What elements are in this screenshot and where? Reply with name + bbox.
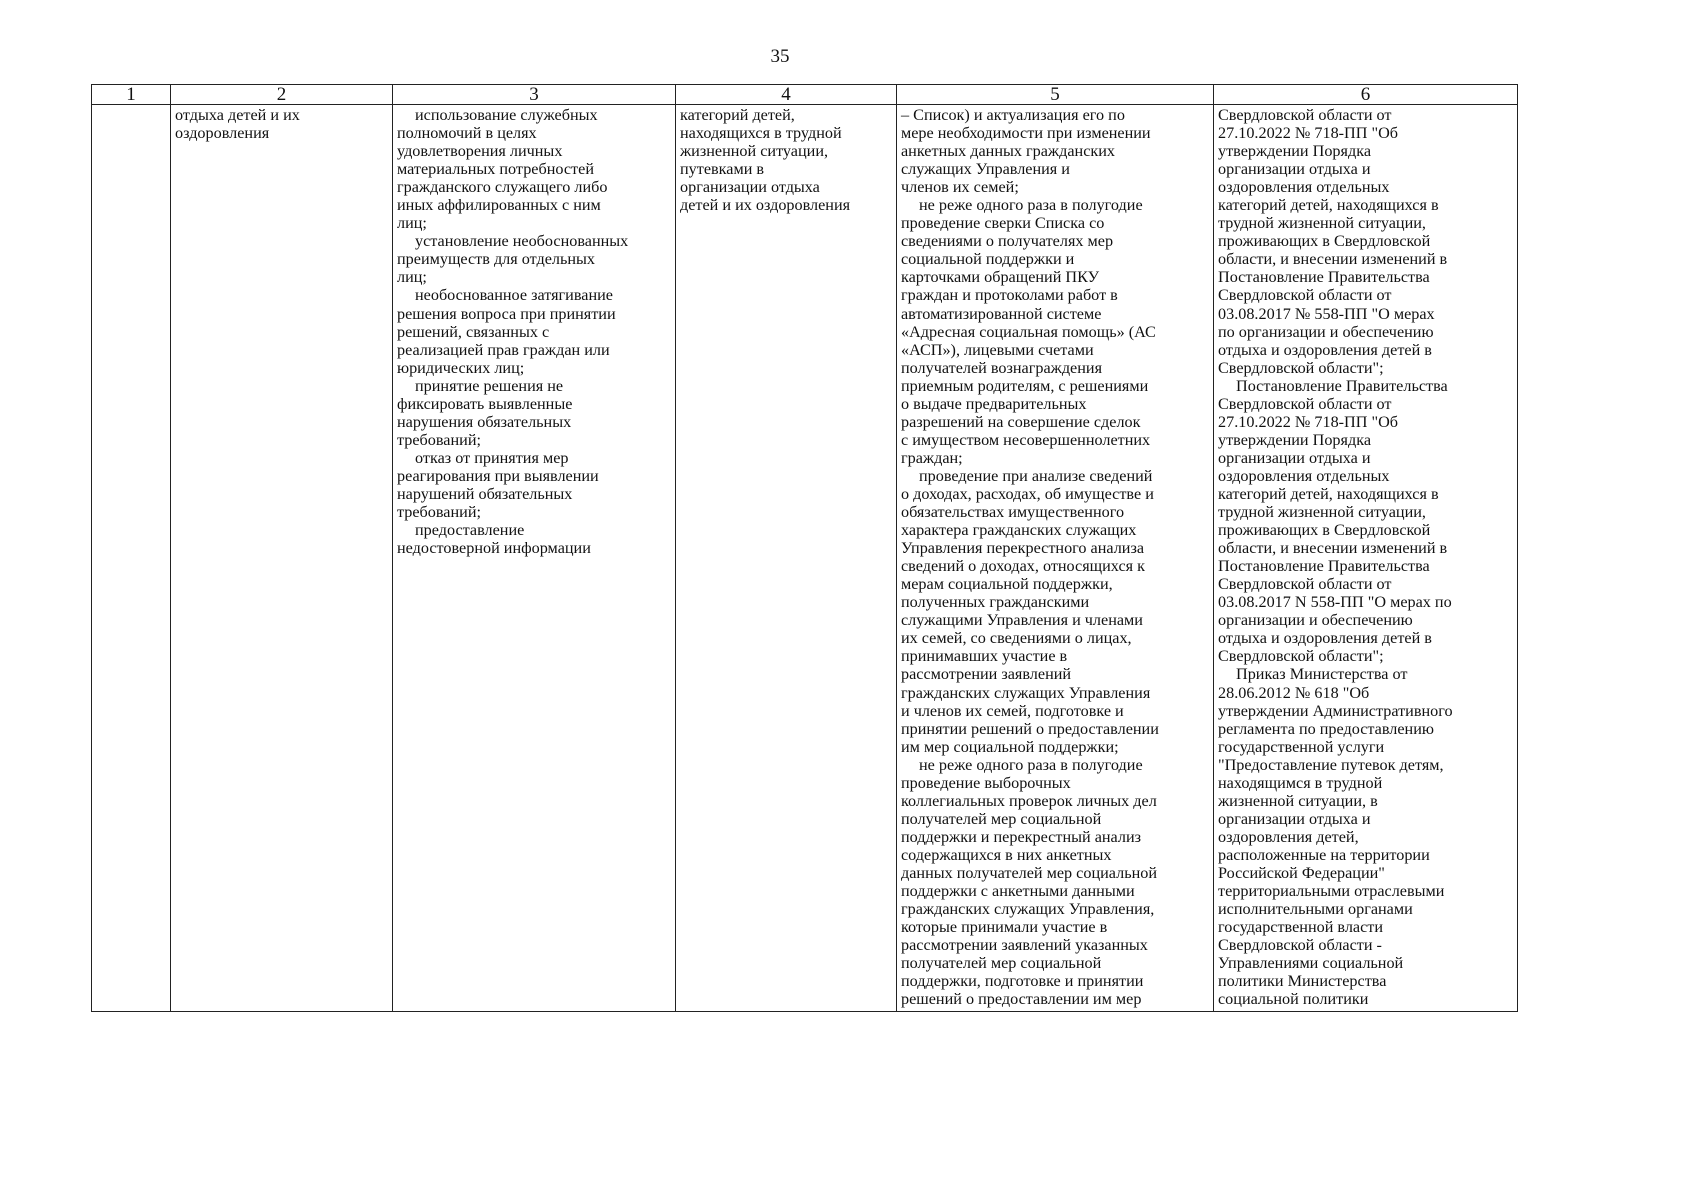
cell-text-line: 27.10.2022 № 718-ПП "Об: [1218, 124, 1399, 143]
cell-text-line: поддержки с анкетными данными: [901, 882, 1135, 901]
cell-text-line: членов их семей;: [901, 178, 1019, 197]
cell-text-line: проведение выборочных: [901, 773, 1071, 792]
cell-text-line: решений, связанных с: [397, 322, 550, 341]
cell-col-6: [1214, 105, 1518, 1012]
cell-text-line: иных аффилированных с ним: [397, 196, 601, 215]
cell-text-line: приемным родителям, с решениями: [901, 376, 1149, 395]
cell-text-line: карточками обращений ПКУ: [901, 268, 1100, 287]
cell-text-line: 03.08.2017 № 558-ПП "О мерах: [1218, 304, 1435, 323]
cell-text-line: находящимся в трудной: [1218, 773, 1383, 792]
cell-text-line: проведение сверки Списка со: [901, 214, 1105, 233]
cell-text-line: утверждении Порядка: [1218, 430, 1371, 449]
cell-col-3: [393, 105, 676, 1012]
cell-text-line: отдыха детей и их: [175, 106, 300, 124]
table-header-row: [92, 85, 1518, 105]
cell-text-line: разрешений на совершение сделок: [901, 412, 1141, 431]
cell-text-line: отказ от принятия мер: [415, 448, 569, 467]
cell-text-line: "Предоставление путевок детям,: [1218, 755, 1444, 774]
cell-text-line: территориальными отраслевыми: [1218, 882, 1445, 901]
cell-text-line: Свердловской области от: [1218, 286, 1392, 305]
cell-text-line: трудной жизненной ситуации,: [1218, 503, 1426, 522]
cell-text-line: служащими Управления и членами: [901, 611, 1143, 630]
cell-text-line: граждан и протоколами работ в: [901, 286, 1118, 305]
cell-text-line: обязательствах имущественного: [901, 503, 1125, 522]
cell-text-line: гражданского служащего либо: [397, 178, 608, 197]
cell-text-line: нарушения обязательных: [397, 412, 572, 431]
cell-text-line: государственной власти: [1218, 918, 1384, 937]
cell-text-line: организации и обеспечению: [1218, 611, 1413, 630]
cell-text-line: рассмотрении заявлений: [901, 665, 1072, 684]
cell-text-line: поддержки и перекрестный анализ: [901, 827, 1141, 846]
cell-text-line: утверждении Административного: [1218, 701, 1453, 720]
column-header-6: 6: [1214, 85, 1518, 105]
cell-text-line: 03.08.2017 N 558-ПП "О мерах по: [1218, 593, 1452, 612]
cell-text-line: детей и их оздоровления: [680, 196, 851, 215]
cell-text-line: им мер социальной поддержки;: [901, 737, 1119, 756]
cell-text-line: предоставление: [415, 521, 525, 540]
cell-text-line: категорий детей, находящихся в: [1218, 196, 1439, 215]
cell-text-line: и членов их семей, подготовке и: [901, 701, 1124, 720]
cell-text-line: проведение при анализе сведений: [919, 466, 1153, 485]
cell-text-line: оздоровления детей,: [1218, 827, 1359, 846]
cell-text-line: оздоровления отдельных: [1218, 178, 1390, 197]
cell-text-line: недостоверной информации: [397, 539, 591, 558]
cell-col-5: [897, 105, 1214, 1012]
cell-text-line: требований;: [397, 430, 481, 449]
cell-text-line: служащих Управления и: [901, 160, 1070, 179]
cell-text-line: граждан;: [901, 448, 963, 467]
cell-text-line: необоснованное затягивание: [415, 286, 613, 305]
cell-text-line: отдыха и оздоровления детей в: [1218, 629, 1432, 648]
cell-text-line: организации отдыха и: [1218, 809, 1371, 828]
column-header-4: 4: [676, 85, 897, 105]
cell-text-line: использование служебных: [415, 106, 598, 124]
cell-text-line: Российской Федерации": [1218, 863, 1385, 882]
cell-text-line: полномочий в целях: [397, 124, 537, 143]
cell-text-line: сведениями о получателях мер: [901, 232, 1114, 251]
cell-text-line: о доходах, расходах, об имуществе и: [901, 484, 1154, 503]
cell-text-line: характера гражданских служащих: [901, 521, 1137, 540]
cell-text-line: категорий детей,: [680, 106, 795, 124]
cell-text-line: преимуществ для отдельных: [397, 250, 596, 269]
cell-text-line: «Адресная социальная помощь» (АС: [901, 322, 1156, 341]
cell-text-line: юридических лиц;: [397, 358, 525, 377]
cell-text-line: реализацией прав граждан или: [397, 340, 610, 359]
column-header-3: 3: [393, 85, 676, 105]
cell-text-line: коллегиальных проверок личных дел: [901, 791, 1157, 810]
cell-col-1: [92, 105, 171, 1012]
cell-text-line: расположенные на территории: [1218, 845, 1430, 864]
cell-text-line: поддержки, подготовке и принятии: [901, 972, 1144, 991]
cell-text-line: получателей мер социальной: [901, 954, 1102, 973]
cell-text-line: не реже одного раза в полугодие: [919, 196, 1143, 215]
cell-text-line: Свердловской области от: [1218, 106, 1392, 124]
cell-text-line: государственной услуги: [1218, 737, 1385, 756]
cell-text-line: «АСП»), лицевыми счетами: [901, 340, 1094, 359]
table-row: [92, 105, 1518, 1012]
cell-text-line: организации отдыха и: [1218, 160, 1371, 179]
cell-text-line: путевками в: [680, 160, 765, 179]
cell-text-line: трудной жизненной ситуации,: [1218, 214, 1426, 233]
cell-text-line: с имуществом несовершеннолетних: [901, 430, 1151, 449]
cell-text-line: области, и внесении изменений в: [1218, 250, 1448, 269]
cell-text-line: содержащихся в них анкетных: [901, 845, 1112, 864]
column-header-1: 1: [92, 85, 171, 105]
cell-text-line: данных получателей мер социальной: [901, 863, 1157, 882]
page-number: 35: [770, 46, 790, 67]
cell-text-line: получателей мер социальной: [901, 809, 1102, 828]
cell-text-line: области, и внесении изменений в: [1218, 539, 1448, 558]
cell-text-line: Свердловской области";: [1218, 647, 1384, 666]
cell-text-line: проживающих в Свердловской: [1218, 521, 1431, 540]
cell-text-line: реагирования при выявлении: [397, 466, 599, 485]
cell-text-line: о выдаче предварительных: [901, 394, 1087, 413]
cell-text-line: находящихся в трудной: [680, 124, 842, 143]
cell-text-line: принимавших участие в: [901, 647, 1068, 666]
cell-text-line: полученных гражданскими: [901, 593, 1090, 612]
cell-text-line: оздоровления отдельных: [1218, 466, 1390, 485]
cell-text-line: которые принимали участие в: [901, 918, 1108, 937]
column-header-5: 5: [897, 85, 1214, 105]
cell-text-line: решения вопроса при принятии: [397, 304, 616, 323]
cell-text-line: гражданских служащих Управления: [901, 683, 1151, 702]
cell-text-line: гражданских служащих Управления,: [901, 900, 1155, 919]
cell-text-line: по организации и обеспечению: [1218, 322, 1434, 341]
cell-text-line: мерам социальной поддержки,: [901, 575, 1113, 594]
cell-text-line: исполнительными органами: [1218, 900, 1413, 919]
cell-text-line: организации отдыха: [680, 178, 820, 197]
cell-text-line: Свердловской области";: [1218, 358, 1384, 377]
cell-text-line: лиц;: [397, 268, 427, 287]
cell-text-line: утверждении Порядка: [1218, 142, 1371, 161]
column-header-2: 2: [171, 85, 393, 105]
cell-text-line: сведений о доходах, относящихся к: [901, 557, 1145, 576]
cell-text-line: Свердловской области от: [1218, 394, 1392, 413]
cell-text-line: анкетных данных гражданских: [901, 142, 1116, 161]
cell-text-line: регламента по предоставлению: [1218, 719, 1434, 738]
cell-text-line: нарушений обязательных: [397, 484, 573, 503]
cell-text-line: получателей вознаграждения: [901, 358, 1103, 377]
cell-text-line: Приказ Министерства от: [1236, 665, 1408, 684]
cell-text-line: Управлениями социальной: [1218, 954, 1404, 973]
cell-text-line: Свердловской области от: [1218, 575, 1392, 594]
cell-text-line: их семей, со сведениями о лицах,: [901, 629, 1132, 648]
cell-text-line: лиц;: [397, 214, 427, 233]
cell-text-line: социальной поддержки и: [901, 250, 1075, 269]
cell-text-line: рассмотрении заявлений указанных: [901, 936, 1148, 955]
cell-text-line: отдыха и оздоровления детей в: [1218, 340, 1432, 359]
cell-text-line: не реже одного раза в полугодие: [919, 755, 1143, 774]
cell-col-2: [171, 105, 393, 1012]
cell-text-line: материальных потребностей: [397, 160, 594, 179]
cell-text-line: категорий детей, находящихся в: [1218, 484, 1439, 503]
cell-text-line: принятие решения не: [415, 376, 564, 395]
cell-text-line: Постановление Правительства: [1218, 557, 1430, 576]
cell-text-line: 28.06.2012 № 618 "Об: [1218, 683, 1370, 702]
cell-text-line: требований;: [397, 503, 481, 522]
cell-col-4: [676, 105, 897, 1012]
cell-text-line: социальной политики: [1218, 990, 1369, 1009]
cell-text-line: 27.10.2022 № 718-ПП "Об: [1218, 412, 1399, 431]
document-table: [91, 84, 1518, 1012]
cell-text-line: удовлетворения личных: [397, 142, 563, 161]
cell-text-line: мере необходимости при изменении: [901, 124, 1151, 143]
cell-text-line: оздоровления: [175, 124, 270, 143]
cell-text-line: жизненной ситуации,: [680, 142, 829, 161]
cell-text-line: проживающих в Свердловской: [1218, 232, 1431, 251]
cell-text-line: принятии решений о предоставлении: [901, 719, 1159, 738]
cell-text-line: – Список) и актуализация его по: [901, 106, 1125, 124]
cell-text-line: Постановление Правительства: [1218, 268, 1430, 287]
cell-text-line: Постановление Правительства: [1236, 376, 1448, 395]
cell-text-line: организации отдыха и: [1218, 448, 1371, 467]
cell-text-line: Управления перекрестного анализа: [901, 539, 1145, 558]
cell-text-line: политики Министерства: [1218, 972, 1387, 991]
cell-text-line: Свердловской области -: [1218, 936, 1382, 955]
cell-text-line: установление необоснованных: [415, 232, 629, 251]
cell-text-line: решений о предоставлении им мер: [901, 990, 1142, 1009]
cell-text-line: фиксировать выявленные: [397, 394, 573, 413]
cell-text-line: автоматизированной системе: [901, 304, 1102, 323]
cell-text-line: жизненной ситуации, в: [1218, 791, 1378, 810]
